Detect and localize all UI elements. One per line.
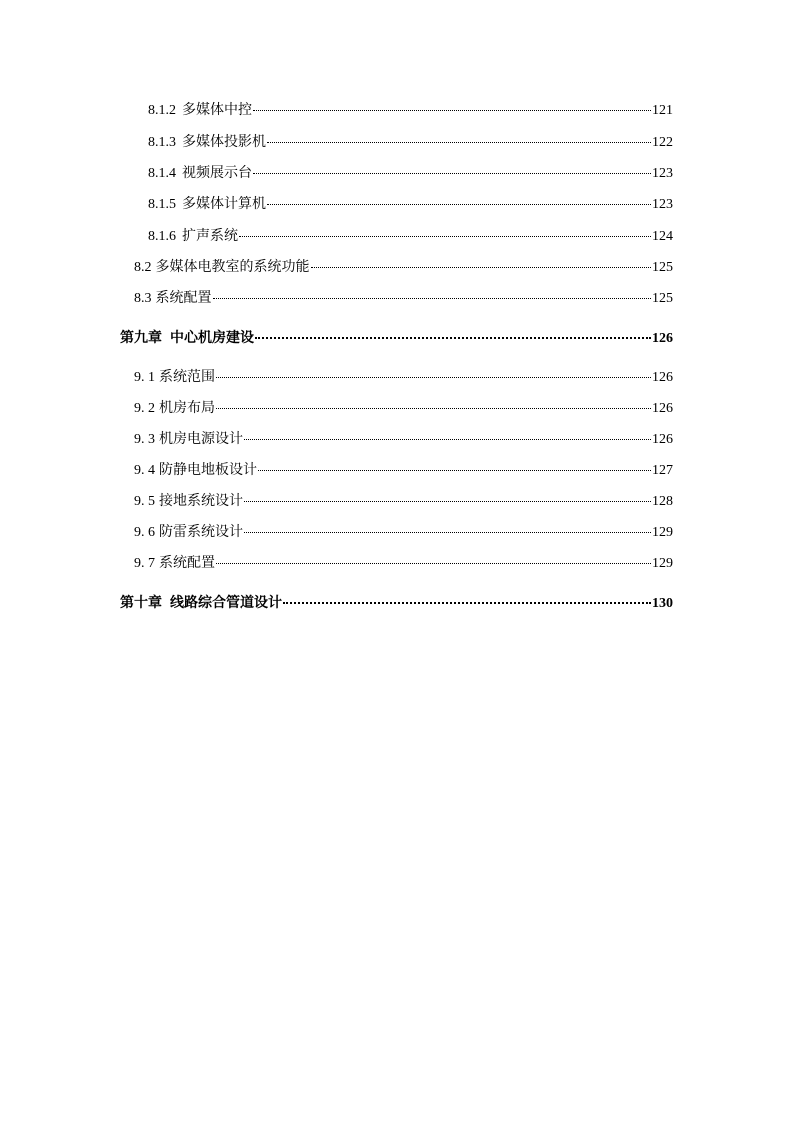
toc-entry-title: 线路综合管道设计 [170, 596, 282, 611]
toc-entry-label [148, 134, 266, 152]
toc-entry-label [148, 228, 238, 246]
toc-entry-label [120, 595, 282, 613]
toc-entry-number: 8.1.2 [148, 103, 176, 118]
toc-entry-title: 系统范围 [159, 370, 215, 385]
toc-entry-title: 多媒体电教室的系统功能 [155, 260, 310, 275]
toc-entry-number: 8.3 [134, 291, 152, 306]
toc-entry-page: 126 [652, 401, 673, 416]
toc-entry-number: 9. 6 [134, 525, 155, 540]
toc-entry[interactable] [134, 555, 673, 573]
dot-leader [253, 173, 651, 174]
toc-entry[interactable] [148, 134, 673, 152]
toc-entry-label [148, 102, 252, 120]
toc-entry-number: 8.1.3 [148, 135, 176, 150]
toc-entry-number: 8.2 [134, 260, 152, 275]
toc-entry-title: 机房电源设计 [159, 432, 243, 447]
toc-entry-label [148, 165, 252, 183]
toc-entry[interactable] [134, 493, 673, 511]
toc-entry-title: 扩声系统 [182, 229, 238, 244]
dot-leader [253, 110, 651, 111]
toc-entry[interactable] [134, 369, 673, 387]
toc-entry-page: 126 [652, 370, 673, 385]
toc-entry-title: 多媒体计算机 [182, 197, 266, 212]
dot-leader [267, 204, 651, 205]
toc-entry-page: 121 [652, 103, 673, 118]
toc-entry-page: 122 [652, 135, 673, 150]
dot-leader [216, 377, 651, 378]
toc-entry-title: 系统配置 [159, 556, 215, 571]
toc-entry-number: 9. 5 [134, 494, 155, 509]
toc-entry-label [134, 400, 215, 418]
toc-entry-title: 视频展示台 [182, 166, 252, 181]
toc-entry-label [134, 431, 243, 449]
dot-leader [213, 298, 652, 299]
toc-entry-label [134, 555, 215, 573]
toc-entry[interactable] [134, 290, 673, 308]
toc-entry[interactable] [134, 259, 673, 277]
toc-entry-number: 第十章 [120, 596, 162, 611]
toc-entry-page: 124 [652, 229, 673, 244]
toc-entry[interactable] [148, 165, 673, 183]
toc-entry-number: 9. 2 [134, 401, 155, 416]
toc-entry-page: 128 [652, 494, 673, 509]
toc-entry-title: 多媒体中控 [182, 103, 252, 118]
toc-entry[interactable] [148, 228, 673, 246]
dot-leader [283, 602, 651, 604]
toc-entry-label [148, 196, 266, 214]
toc-entry-title: 系统配置 [155, 291, 212, 306]
toc-entry-number: 8.1.4 [148, 166, 176, 181]
dot-leader [216, 563, 651, 564]
toc-entry[interactable] [134, 431, 673, 449]
toc-entry-page: 129 [652, 525, 673, 540]
toc-entry[interactable] [134, 400, 673, 418]
toc-entry-page: 130 [652, 596, 673, 611]
toc-entry-title: 中心机房建设 [170, 331, 254, 346]
dot-leader [311, 267, 652, 268]
toc-entry-label [134, 524, 243, 542]
toc-entry-label [134, 493, 243, 511]
toc-entry-number: 第九章 [120, 331, 162, 346]
toc-entry[interactable] [148, 196, 673, 214]
toc-entry-label [134, 369, 215, 387]
toc-entry-number: 9. 7 [134, 556, 155, 571]
toc-entry-title: 多媒体投影机 [182, 135, 266, 150]
toc-entry-page: 125 [652, 260, 673, 275]
dot-leader [267, 142, 651, 143]
toc-entry-number: 9. 4 [134, 463, 155, 478]
toc-entry[interactable] [148, 102, 673, 120]
toc-entry-number: 9. 3 [134, 432, 155, 447]
dot-leader [244, 501, 651, 502]
dot-leader [258, 470, 651, 471]
toc-entry-page: 123 [652, 197, 673, 212]
toc-entry[interactable] [134, 462, 673, 480]
toc-entry-title: 防雷系统设计 [159, 525, 243, 540]
toc-entry-number: 9. 1 [134, 370, 155, 385]
dot-leader [244, 532, 651, 533]
dot-leader [216, 408, 651, 409]
toc-entry-title: 防静电地板设计 [159, 463, 257, 478]
toc-chapter-entry[interactable] [120, 595, 673, 613]
toc-chapter-entry[interactable] [120, 330, 673, 348]
toc-entry-page: 125 [652, 291, 673, 306]
toc-entry-page: 127 [652, 463, 673, 478]
toc-entry-page: 126 [652, 331, 673, 346]
toc-entry-label [134, 290, 212, 308]
toc-entry-label [134, 462, 257, 480]
dot-leader [239, 236, 651, 237]
toc-entry-page: 129 [652, 556, 673, 571]
toc-entry-page: 126 [652, 432, 673, 447]
toc-entry-label [120, 330, 254, 348]
toc-entry-title: 接地系统设计 [159, 494, 243, 509]
toc-entry-title: 机房布局 [159, 401, 215, 416]
toc-entry-number: 8.1.6 [148, 229, 176, 244]
toc-entry[interactable] [134, 524, 673, 542]
dot-leader [255, 337, 651, 339]
dot-leader [244, 439, 651, 440]
toc-entry-number: 8.1.5 [148, 197, 176, 212]
toc-entry-page: 123 [652, 166, 673, 181]
toc-entry-label [134, 259, 310, 277]
